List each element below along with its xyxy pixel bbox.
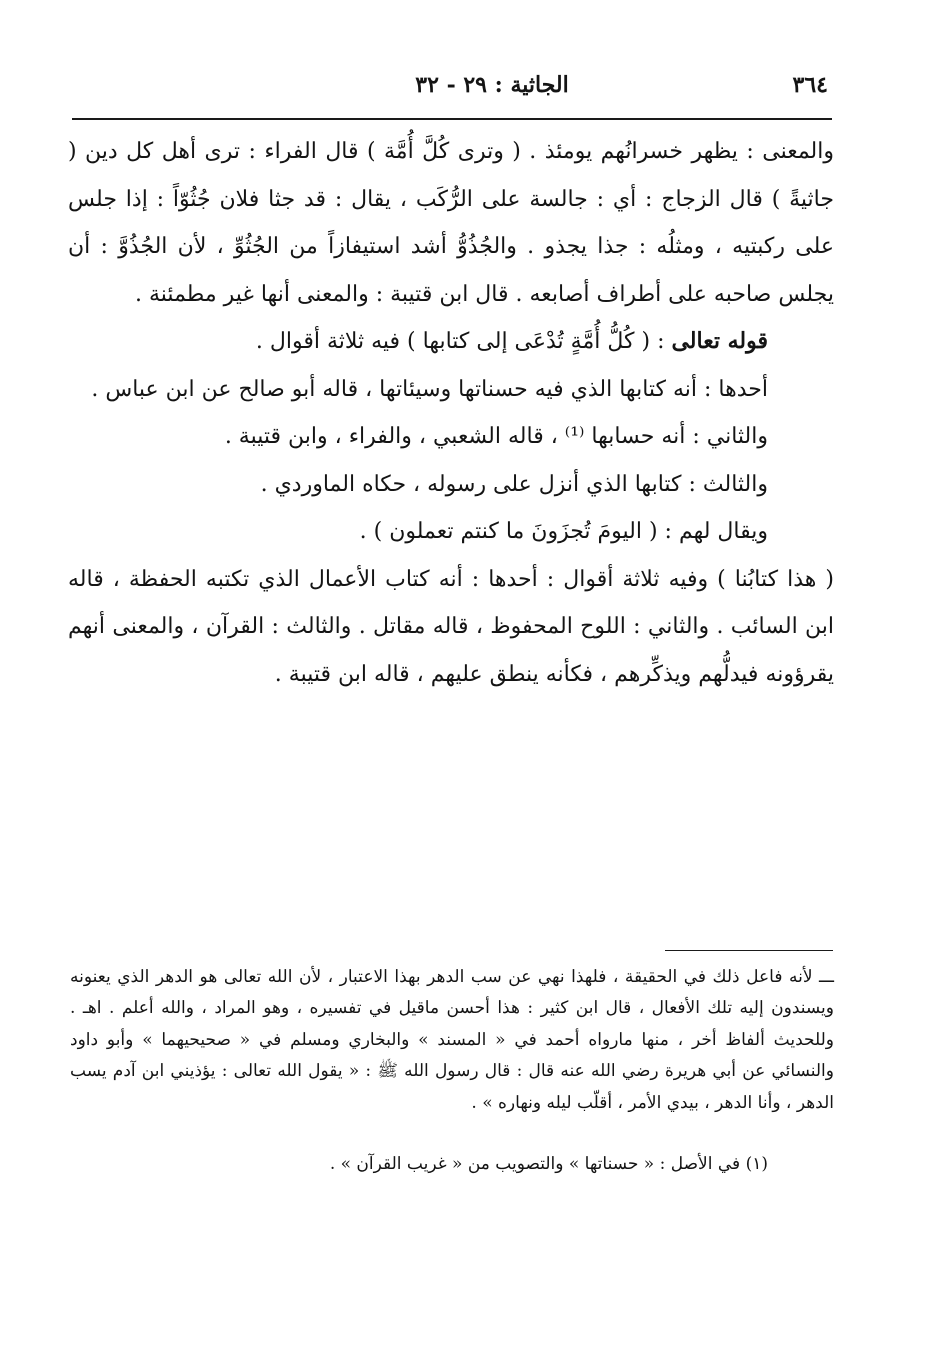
paragraph-verse-intro	[68, 318, 834, 366]
verse-text: : ( كُلُّ أُمَّةٍ تُدْعَى إلى كتابها ) فيه ثلاثة أقوال .	[255, 329, 672, 354]
footnotes	[70, 962, 834, 1180]
paragraph-meaning: والمعنى : يظهر خسرانُهم يومئذ . ( وترى كُلَّ أُمَّة ) قال الفراء : ترى أهل كل دين ( جاثيةً ) قال الزجاج : أي : جالسة على الرُّكَب ، يقال : قد جثا فلان جُثُوّاً : إذا جلس على ركبتيه ، ومثلُه : جذا يجذو . والجُذُوُّ أشد استيفازاً من الجُثُوِّ ، لأن الجُذُوَّ : أن يجلس صاحبه على أطراف أصابعه . قال ابن قتيبة : والمعنى أنها غير مطمئنة .	[68, 139, 834, 307]
footnote-1: (١) في الأصل : « حسناتها » والتصويب من « غريب القرآن » .	[329, 1154, 768, 1175]
running-title: الجاثية : ٢٩ - ٣٢	[415, 72, 569, 98]
paragraph-this-is-our-book: ( هذا كتابُنا ) وفيه ثلاثة أقوال : أحدها : أنه كتاب الأعمال الذي تكتبه الحفظة ، قاله ابن السائب . والثاني : اللوح المحفوظ ، قاله مقاتل . والثالث : القرآن ، والمعنى أنهم يقرؤونه فيدلُّهم ويذكِّرهم ، فكأنه ينطق عليهم ، قاله ابن قتيبة .	[68, 566, 834, 687]
footnote-divider	[665, 950, 833, 951]
page-header	[72, 66, 828, 110]
main-text	[68, 128, 834, 698]
paragraph-said-to-them: ويقال لهم : ( اليومَ تُجزَونَ ما كنتم تعملون ) .	[359, 519, 768, 544]
paragraph-first-opinion: أحدها : أنه كتابها الذي فيه حسناتها وسيئاتها ، قاله أبو صالح عن ابن عباس .	[91, 376, 768, 402]
footnote-continued: ـــ لأنه فاعل ذلك في الحقيقة ، فلهذا نهي عن سب الدهر بهذا الاعتبار ، لأن الله تعالى هو الدهر الذي يعنونه ويسندون إليه تلك الأفعال ، قال ابن كثير : هذا أحسن ماقيل في تفسيره ، وهو المراد ، والله أعلم . اهـ . وللحديث ألفاظ أخر ، منها مارواه أحمد في « المسند » والبخاري ومسلم في « صحيحيهما » وأبو داود والنسائي عن أبي هريرة رضي الله عنه قال : قال رسول الله ﷺ : « يقول الله تعالى : يؤذيني ابن آدم يسب الدهر ، وأنا الدهر ، بيدي الأمر ، أقلّب ليله ونهاره » .	[70, 967, 834, 1113]
paragraph-second-opinion: والثاني : أنه حسابها ⁽¹⁾ ، قاله الشعبي ، والفراء ، وابن قتيبة .	[224, 424, 768, 449]
page-number: ٣٦٤	[792, 72, 828, 98]
header-divider	[72, 118, 832, 120]
paragraph-third-opinion: والثالث : كتابها الذي أنزل على رسوله ، حكاه الماوردي .	[260, 471, 768, 497]
verse-lead: قوله تعالى	[671, 328, 768, 354]
